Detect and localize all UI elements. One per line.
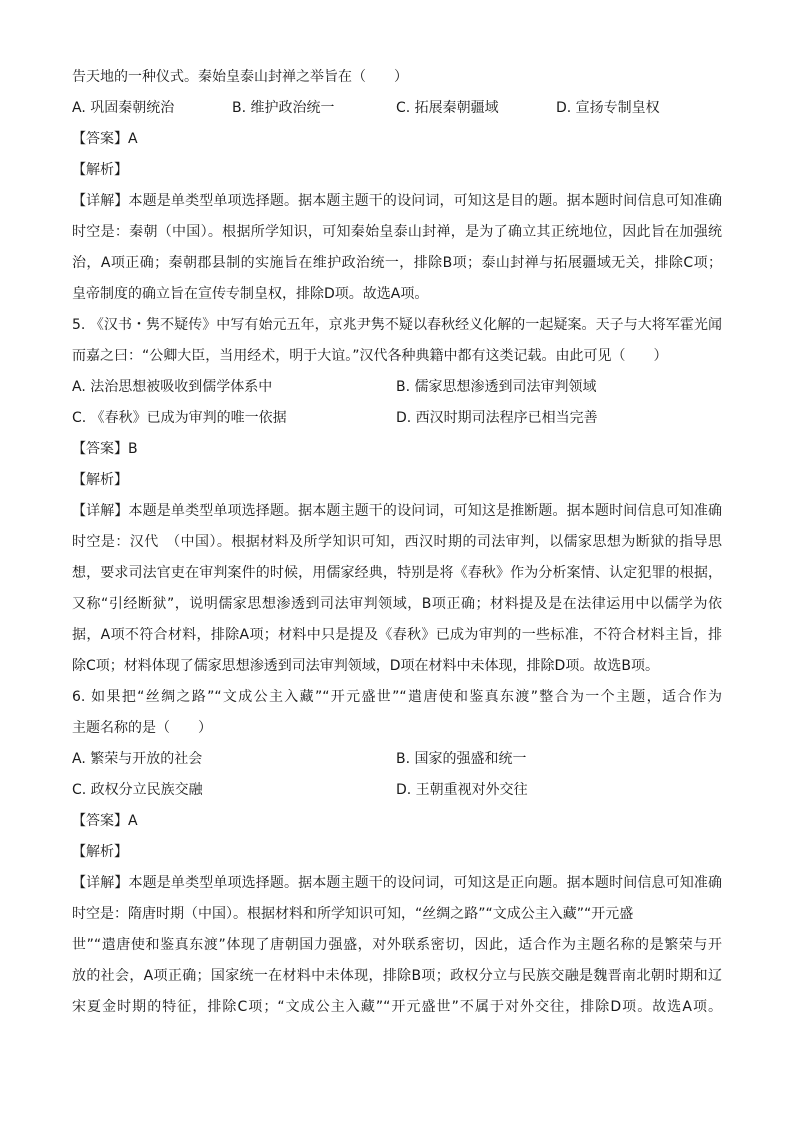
q6-options-row-2 [72,775,722,806]
q4-detail-line: 治，A项正确；秦朝郡县制的实施旨在维护政治统一，排除B项；泰山封禅与拓展疆域无关，排除C项； [72,255,722,271]
q6-stem-line: 6. 如果把“丝绸之路”“文成公主入藏”“开元盛世”“遣唐使和鉴真东渡”整合为一个主题，适合作为 [72,689,722,705]
q5-detail-line: 想，要求司法官吏在审判案件的时候，用儒家经典，特别是将《春秋》作为分析案情、认定犯罪的根据， [72,565,722,581]
q5-stem-line: 而嘉之曰：“公卿大臣，当用经术，明于大谊。”汉代各种典籍中都有这类记载。由此可见（ ） [72,348,668,364]
q6-detail-line: 宋夏金时期的特征，排除C项；“文成公主入藏”“开元盛世”不属于对外交往，排除D项。故选A项。 [72,999,722,1015]
q4-option-c: C. 拓展秦朝疆域 [396,100,499,116]
q6-detail-line: 【详解】本题是单类型单项选择题。据本题主题干的设问词，可知这是正向题。据本题时间信息可知准确 [72,875,722,891]
q6-option-b: B. 国家的强盛和统一 [396,751,527,767]
q6-detail-line: 时空是：隋唐时期（中国）。根据材料和所学知识可知，“丝绸之路”“文成公主入藏”“开元盛 [72,906,634,922]
q6-option-d: D. 王朝重视对外交往 [396,782,528,798]
q5-detail-line: 【详解】本题是单类型单项选择题。据本题主题干的设问词，可知这是推断题。据本题时间信息可知准确 [72,503,722,519]
q4-detail-line: 时空是：秦朝（中国）。根据所学知识，可知秦始皇泰山封禅，是为了确立其正统地位，因此旨在加强统 [72,224,722,240]
q4-answer: 【答案】A [72,131,138,147]
q4-option-b: B. 维护政治统一 [232,100,335,116]
q5-detail-line: 据，A项不符合材料，排除A项；材料中只是提及《春秋》已成为审判的一些标准，不符合材料主旨，排 [72,627,722,643]
q5-options-row-1 [72,372,722,403]
q5-detail-line: 时空是：汉代 （中国）。根据材料及所学知识可知，西汉时期的司法审判，以儒家思想为断狱的指导思 [72,534,722,550]
q4-detail-line: 皇帝制度的确立旨在宣传专制皇权，排除D项。故选A项。 [72,286,429,302]
q5-answer: 【答案】B [72,441,138,457]
q5-option-d: D. 西汉时期司法程序已相当完善 [396,410,598,426]
q4-options [72,93,722,124]
q4-analysis-label: 【解析】 [72,162,128,178]
q5-detail-line: 又称“引经断狱”，说明儒家思想渗透到司法审判领域，B项正确；材料提及是在法律运用中以儒学为依 [72,596,722,612]
q5-option-a: A. 法治思想被吸收到儒学体系中 [72,379,273,395]
q6-detail-line: 放的社会，A项正确；国家统一在材料中未体现，排除B项；政权分立与民族交融是魏晋南北朝时期和辽 [72,968,722,984]
q4-stem-tail: 告天地的一种仪式。秦始皇泰山封禅之举旨在（ ） [72,69,408,85]
q5-stem-line: 5. 《汉书・隽不疑传》中写有始元五年，京兆尹隽不疑以春秋经义化解的一起疑案。天子与大将军霍光闻 [72,317,722,333]
q5-option-c: C. 《春秋》已成为审判的唯一依据 [72,410,287,426]
q4-option-d: D. 宣扬专制皇权 [556,100,660,116]
q5-detail-line: 除C项；材料体现了儒家思想渗透到司法审判领域，D项在材料中未体现，排除D项。故选B项。 [72,658,659,674]
q6-detail-line: 世”“遣唐使和鉴真东渡”体现了唐朝国力强盛，对外联系密切，因此，适合作为主题名称的是繁荣与开 [72,937,722,953]
q6-option-a: A. 繁荣与开放的社会 [72,751,203,767]
q6-answer: 【答案】A [72,813,138,829]
q5-analysis-label: 【解析】 [72,472,128,488]
q4-detail-line: 【详解】本题是单类型单项选择题。据本题主题干的设问词，可知这是目的题。据本题时间信息可知准确 [72,193,722,209]
q6-stem-line: 主题名称的是（ ） [72,720,212,736]
document-page [72,62,722,1023]
q6-options-row-1 [72,744,722,775]
q5-option-b: B. 儒家思想渗透到司法审判领域 [396,379,597,395]
q6-option-c: C. 政权分立民族交融 [72,782,203,798]
q6-analysis-label: 【解析】 [72,844,128,860]
q4-option-a: A. 巩固秦朝统治 [72,100,175,116]
q5-options-row-2 [72,403,722,434]
